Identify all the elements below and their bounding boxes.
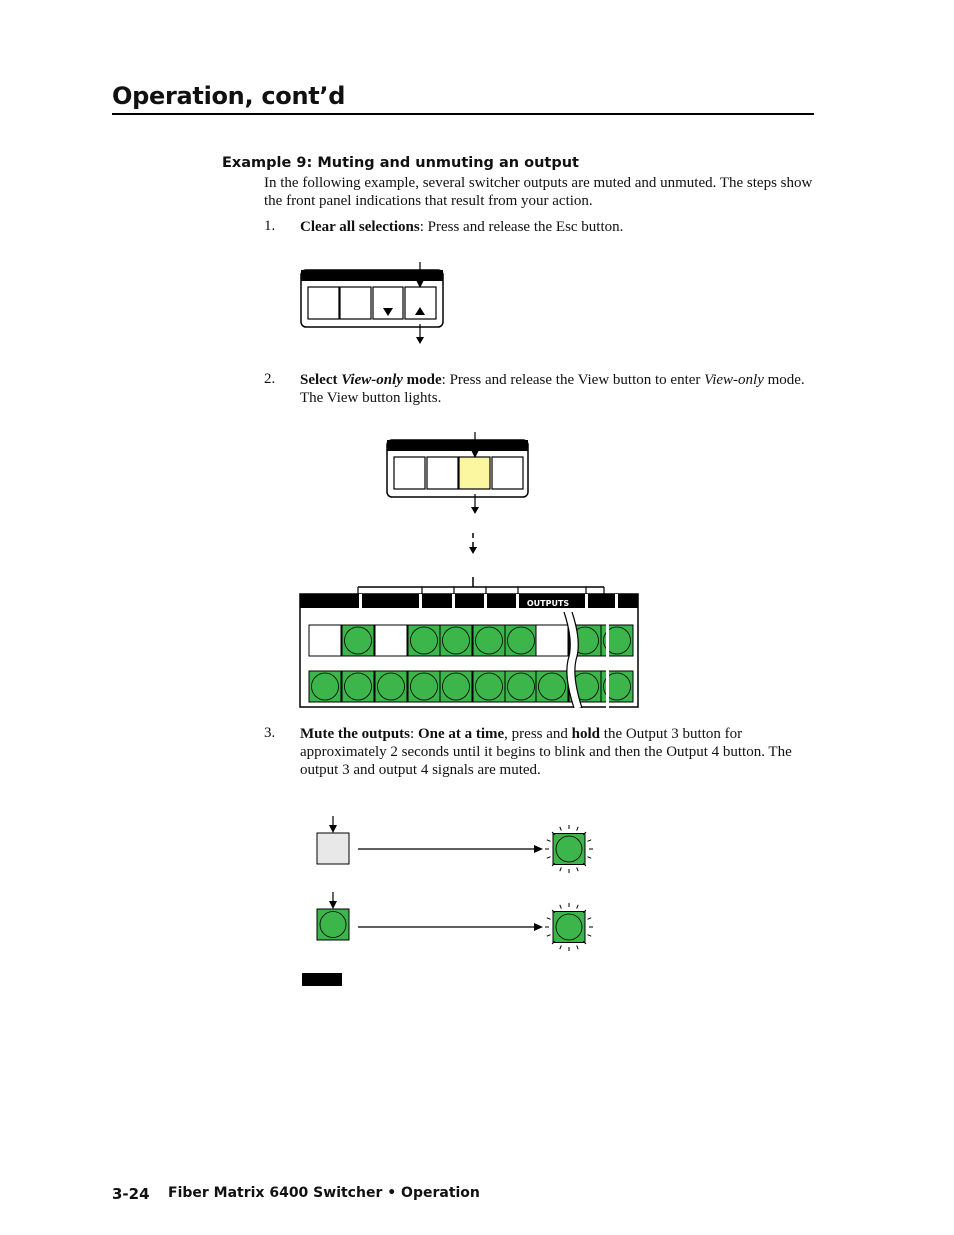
input-button [505, 671, 537, 702]
title-rule [112, 113, 814, 115]
page-number: 3-24 [112, 1185, 150, 1203]
output-3-button [317, 833, 349, 864]
output-3-blinking-indicator [545, 825, 593, 873]
view-button-lit [459, 457, 490, 489]
input-button [440, 671, 472, 702]
step-2-number: 2. [264, 371, 276, 387]
panel-button-2 [340, 287, 371, 319]
output-button [440, 625, 472, 656]
output-button [505, 625, 537, 656]
input-button [536, 671, 568, 702]
output-button [309, 625, 341, 656]
panel-button-1 [308, 287, 339, 319]
step-1-number: 1. [264, 218, 276, 234]
footer-doc-title: Fiber Matrix 6400 Switcher • Operation [168, 1185, 480, 1201]
output-4-blinking-indicator [545, 903, 593, 951]
output-button [375, 625, 407, 656]
output-4-button [317, 909, 349, 940]
intro-paragraph: In the following example, several switcher outputs are muted and unmuted. The steps show the front panel indications that result from your action. [264, 175, 813, 209]
output-button [536, 625, 568, 656]
input-button [408, 671, 440, 702]
outputs-label: OUTPUTS [526, 599, 570, 608]
output-button [473, 625, 505, 656]
mute-outputs-diagram [300, 812, 600, 992]
output-button [342, 625, 374, 656]
input-button [309, 671, 341, 702]
input-button [375, 671, 407, 702]
input-button [601, 671, 633, 702]
step-3-number: 3. [264, 725, 276, 741]
output-button [408, 625, 440, 656]
input-button [342, 671, 374, 702]
view-outputs-diagram [296, 432, 646, 712]
note-label-block [302, 973, 342, 986]
step-3-text: Mute the outputs: One at a time, press and hold the Output 3 button for approximately 2 seconds until it begins to blink and then the Output 4 button. The output 3 and output 4 signals are muted. [300, 726, 792, 778]
release-arrow-icon [416, 337, 424, 344]
esc-panel-diagram [298, 262, 448, 346]
example-heading: Example 9: Muting and unmuting an output [222, 155, 579, 171]
output-button [601, 625, 633, 656]
step-1-text: Clear all selections: Press and release the Esc button. [300, 219, 624, 235]
input-button [473, 671, 505, 702]
step-2-text: Select View-only mode: Press and release the View button to enter View-only mode. The View button lights. [300, 372, 805, 406]
page-title: Operation, cont’d [112, 82, 346, 110]
